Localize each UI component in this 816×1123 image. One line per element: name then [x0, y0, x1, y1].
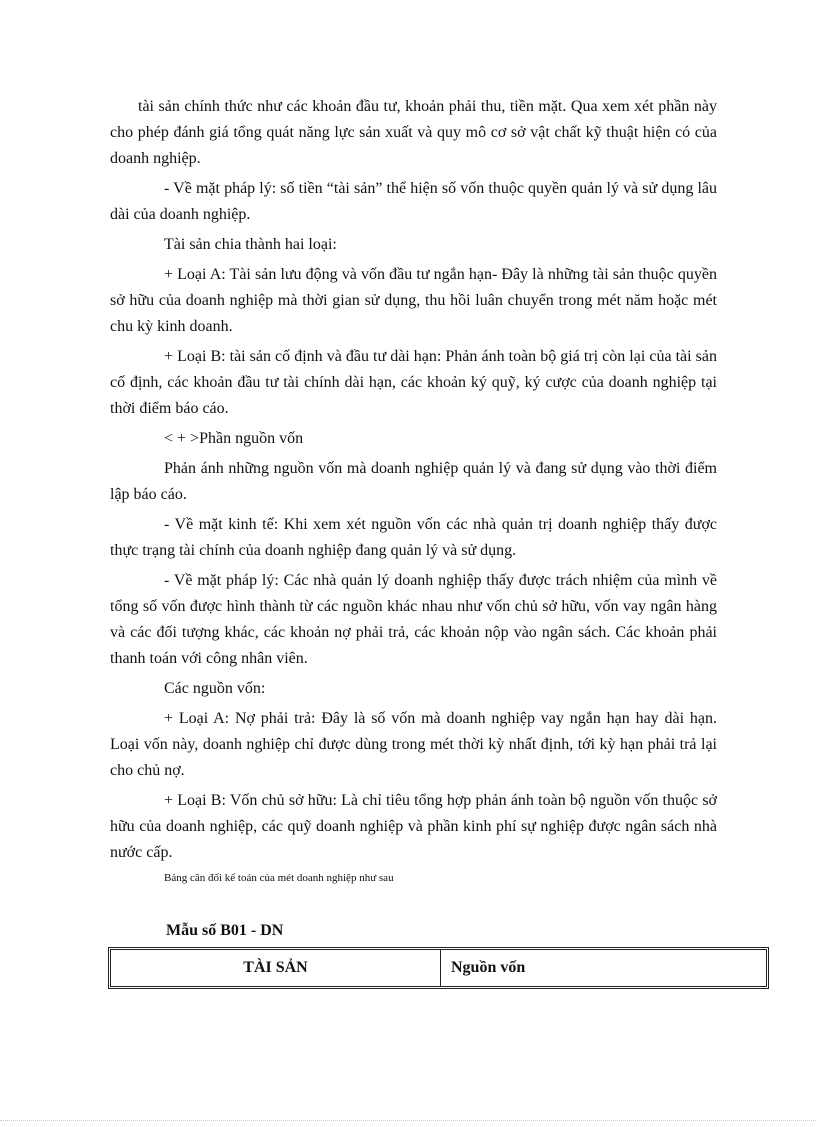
document-body: [110, 94, 717, 890]
paragraph: Tài sản chia thành hai loại:: [164, 236, 337, 253]
table-header-assets: TÀI SẢN: [111, 950, 441, 986]
paragraph: - Về mặt pháp lý: Các nhà quản lý doanh nghiệp thấy được trách nhiệm của mình về tổng số vốn được hình thành từ các nguồn khác nhau như vốn chủ sở hữu, vốn vay ngân hàng và các đối tượng khác, các khoản nợ phải trả, các khoản nộp vào ngân sách. Các khoản phải thanh toán với công nhân viên.: [110, 572, 717, 667]
paragraph: + Loại B: Vốn chủ sở hữu: Là chỉ tiêu tổng hợp phản ánh toàn bộ nguồn vốn thuộc sở hữu của doanh nghiệp, các quỹ doanh nghiệp và phần kinh phí sự nghiệp được ngân sách nhà nước cấp.: [110, 792, 717, 861]
paragraph: tài sản chính thức như các khoản đầu tư, khoản phải thu, tiền mặt. Qua xem xét phần này cho phép đánh giá tổng quát năng lực sản xuất và quy mô cơ sở vật chất kỹ thuật hiện có của doanh nghiệp.: [110, 98, 717, 167]
paragraph: + Loại A: Tài sản lưu động và vốn đầu tư ngắn hạn- Đây là những tài sản thuộc quyền sở hữu của doanh nghiệp mà thời gian sử dụng, thu hồi luân chuyển trong mét năm hoặc mét chu kỳ kinh doanh.: [110, 266, 717, 335]
paragraph: Các nguồn vốn:: [164, 680, 266, 697]
paragraph: + Loại A: Nợ phải trả: Đây là số vốn mà doanh nghiệp vay ngắn hạn hay dài hạn. Loại vốn này, doanh nghiệp chỉ được dùng trong mét thời kỳ nhất định, tới kỳ hạn phải trả lại cho chủ nợ.: [110, 710, 717, 779]
balance-sheet-table: [108, 947, 769, 989]
page-bottom-border: [0, 1120, 816, 1121]
paragraph: + Loại B: tài sản cố định và đầu tư dài hạn: Phản ánh toàn bộ giá trị còn lại của tài sản cố định, các khoản đầu tư tài chính dài hạn, các khoản ký quỹ, ký cược của doanh nghiệp tại thời điểm báo cáo.: [110, 348, 717, 417]
paragraph: < + >Phần nguồn vốn: [164, 430, 304, 447]
table-caption: Bảng cân đối kế toán của mét doanh nghiệp như sau: [164, 872, 394, 884]
table-header-sources: Nguồn vốn: [451, 959, 526, 976]
paragraph: - Về mặt kinh tế: Khi xem xét nguồn vốn các nhà quản trị doanh nghiệp thấy được thực trạng tài chính của doanh nghiệp đang quản lý và sử dụng.: [110, 516, 717, 559]
paragraph: - Về mặt pháp lý: số tiền “tài sản” thể hiện số vốn thuộc quyền quản lý và sử dụng lâu dài của doanh nghiệp.: [110, 180, 717, 223]
paragraph: Phản ánh những nguồn vốn mà doanh nghiệp quản lý và đang sử dụng vào thời điểm lập báo cáo.: [110, 460, 717, 503]
form-title: Mẫu số B01 - DN: [166, 922, 284, 939]
